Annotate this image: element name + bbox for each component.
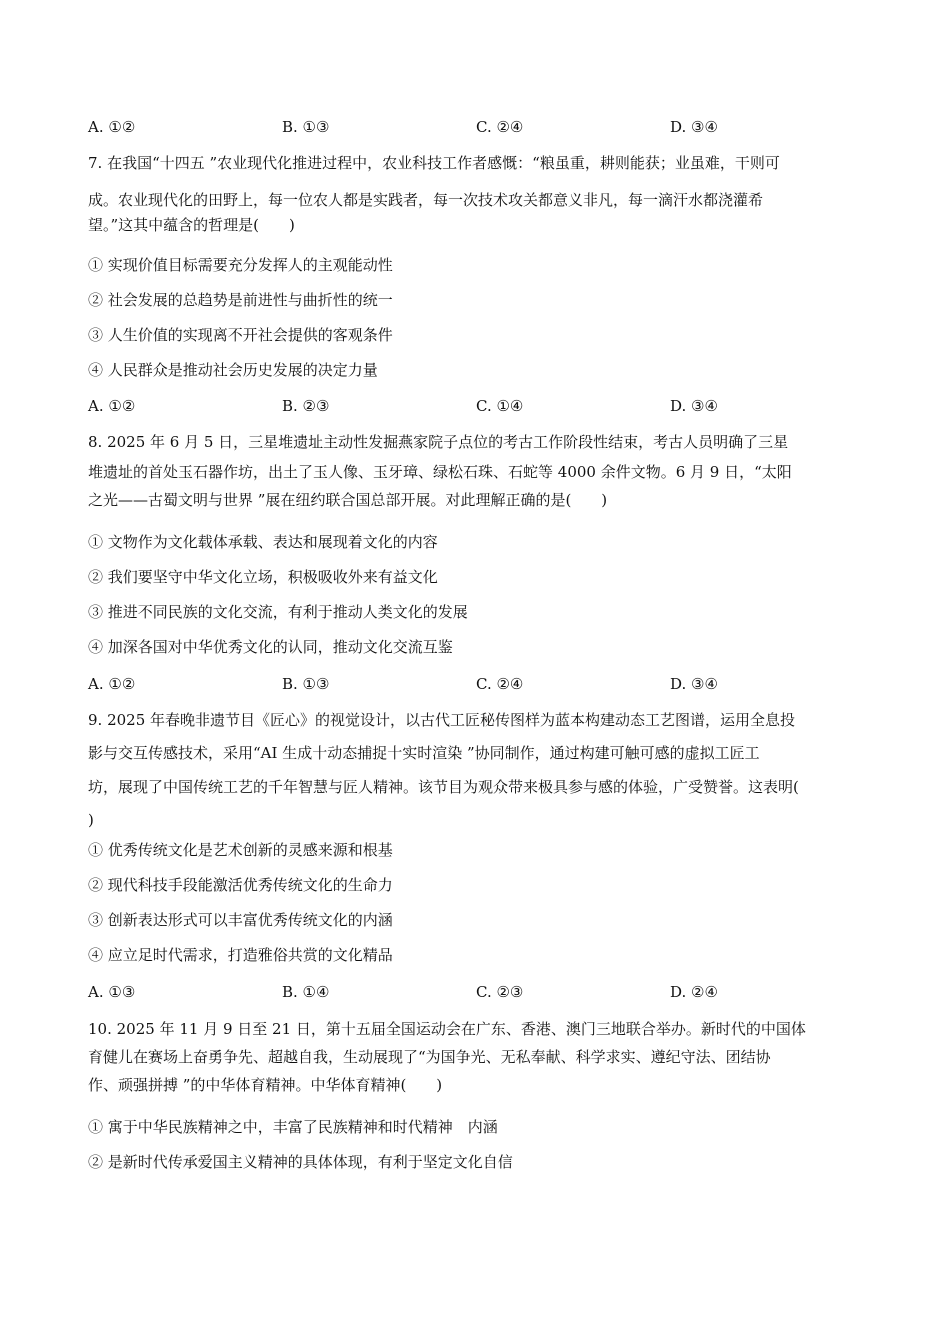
q7-stem-line-3: 望。”这其中蕴含的哲理是( ): [88, 216, 295, 234]
q6-option-c: C. ②④: [476, 118, 524, 136]
q9-option-c: C. ②③: [476, 983, 524, 1001]
q9-stem-line-1: 9. 2025 年春晚非遗节目《匠心》的视觉设计，以古代工匠秘传图样为蓝本构建动态工艺图谱，运用全息投: [88, 711, 796, 729]
q9-options: [88, 982, 870, 1002]
q10-stem-line-1: 10. 2025 年 11 月 9 日至 21 日，第十五届全国运动会在广东、香港、澳门三地联合举办。新时代的中国体: [88, 1020, 806, 1038]
q9-option-b: B. ①④: [282, 983, 330, 1001]
q6-options: [88, 117, 870, 137]
q7-item-2: ② 社会发展的总趋势是前进性与曲折性的统一: [88, 291, 393, 309]
q8-option-c: C. ②④: [476, 675, 524, 693]
q8-item-3: ③ 推进不同民族的文化交流，有利于推动人类文化的发展: [88, 603, 468, 621]
q9-option-d: D. ②④: [670, 983, 718, 1001]
q8-stem-line-2: 堆遗址的首处玉石器作坊，出土了玉人像、玉牙璋、绿松石珠、石蛇等 4000 余件文物。6 月 9 日，“太阳: [88, 463, 792, 481]
q7-item-4: ④ 人民群众是推动社会历史发展的决定力量: [88, 361, 378, 379]
q10-item-1: ① 寓于中华民族精神之中，丰富了民族精神和时代精神 内涵: [88, 1118, 498, 1136]
q8-option-b: B. ①③: [282, 675, 330, 693]
q7-option-a: A. ①②: [88, 397, 136, 415]
q9-item-4: ④ 应立足时代需求，打造雅俗共赏的文化精品: [88, 946, 393, 964]
q6-option-a: A. ①②: [88, 118, 136, 136]
q9-stem-line-4: ): [88, 811, 94, 829]
q8-item-1: ① 文物作为文化载体承载、表达和展现着文化的内容: [88, 533, 438, 551]
q7-option-d: D. ③④: [670, 397, 718, 415]
q8-option-d: D. ③④: [670, 675, 718, 693]
q9-option-a: A. ①③: [88, 983, 136, 1001]
q7-item-3: ③ 人生价值的实现离不开社会提供的客观条件: [88, 326, 393, 344]
q8-stem-line-3: 之光——古蜀文明与世界 ”展在纽约联合国总部开展。对此理解正确的是( ): [88, 491, 608, 509]
q7-item-1: ① 实现价值目标需要充分发挥人的主观能动性: [88, 256, 393, 274]
q8-options: [88, 674, 870, 694]
q9-item-3: ③ 创新表达形式可以丰富优秀传统文化的内涵: [88, 911, 393, 929]
q7-stem-line-1: 7. 在我国“十四五 ”农业现代化推进过程中，农业科技工作者感慨：“粮虽重，耕则能获；业虽难，干则可: [88, 154, 780, 172]
q8-item-4: ④ 加深各国对中华优秀文化的认同，推动文化交流互鉴: [88, 638, 453, 656]
q10-stem-line-2: 育健儿在赛场上奋勇争先、超越自我，生动展现了“为国争光、无私奉献、科学求实、遵纪守法、团结协: [88, 1048, 771, 1066]
q10-item-2: ② 是新时代传承爱国主义精神的具体体现，有利于坚定文化自信: [88, 1153, 513, 1171]
q9-item-2: ② 现代科技手段能激活优秀传统文化的生命力: [88, 876, 393, 894]
q8-option-a: A. ①②: [88, 675, 136, 693]
q6-option-d: D. ③④: [670, 118, 718, 136]
q7-option-c: C. ①④: [476, 397, 524, 415]
q7-options: [88, 396, 870, 416]
q8-stem-line-1: 8. 2025 年 6 月 5 日，三星堆遗址主动性发掘燕家院子点位的考古工作阶段性结束，考古人员明确了三星: [88, 433, 789, 451]
q9-stem-line-2: 影与交互传感技术，采用“AI 生成十动态捕捉十实时渲染 ”协同制作，通过构建可触可感的虚拟工匠工: [88, 744, 760, 762]
q6-option-b: B. ①③: [282, 118, 330, 136]
q7-option-b: B. ②③: [282, 397, 330, 415]
q9-item-1: ① 优秀传统文化是艺术创新的灵感来源和根基: [88, 841, 393, 859]
q9-stem-line-3: 坊，展现了中国传统工艺的千年智慧与匠人精神。该节目为观众带来极具参与感的体验，广受赞誉。这表明(: [88, 778, 799, 796]
q7-stem-line-2: 成。农业现代化的田野上，每一位农人都是实践者，每一次技术攻关都意义非凡，每一滴汗水都浇灌希: [88, 191, 764, 209]
q8-item-2: ② 我们要坚守中华文化立场，积极吸收外来有益文化: [88, 568, 438, 586]
q10-stem-line-3: 作、顽强拼搏 ”的中华体育精神。中华体育精神( ): [88, 1076, 443, 1094]
